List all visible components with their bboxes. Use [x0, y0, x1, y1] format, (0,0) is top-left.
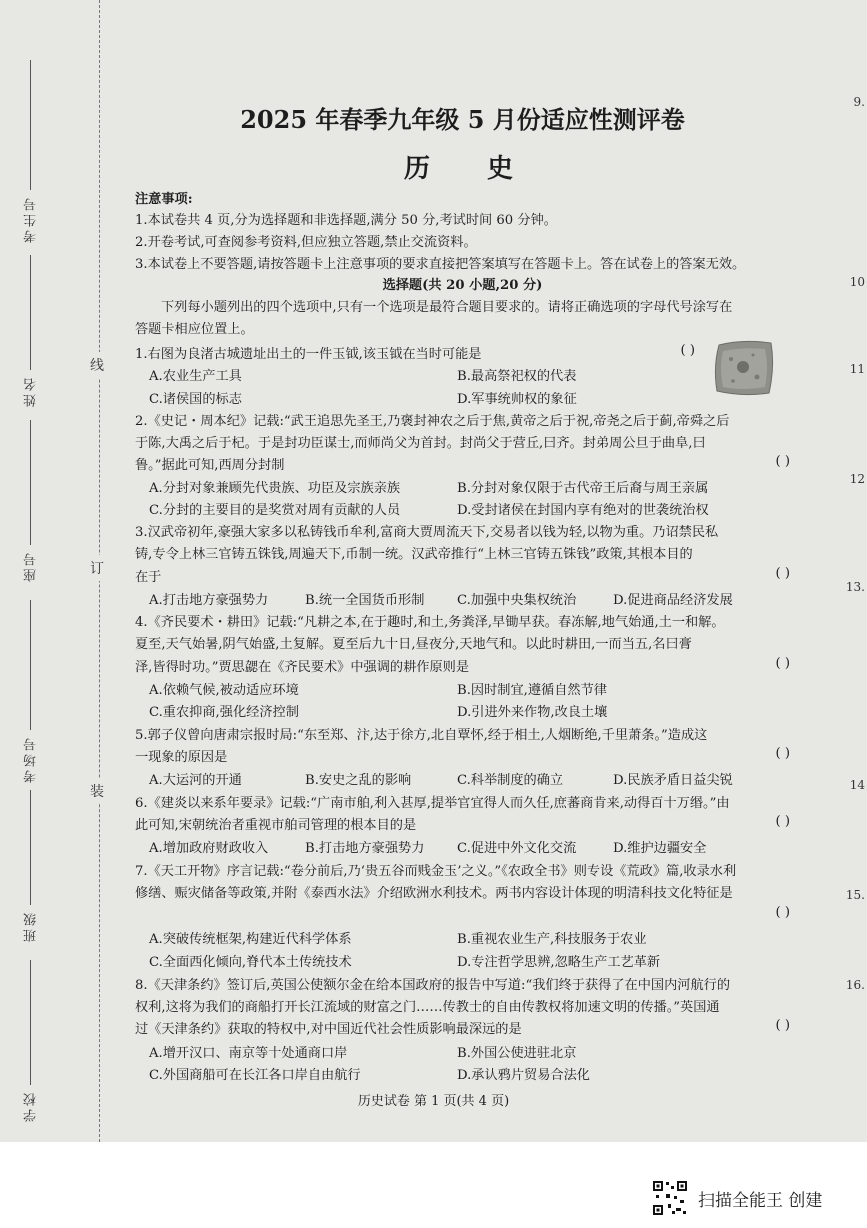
- question-stem: 8.《天津条约》签订后,英国公使额尔金在给本国政府的报告中写道:“我们终于获得了在中国内河航行的: [135, 978, 731, 993]
- option-a: A.农业生产工具: [149, 369, 242, 384]
- question-stem: 修缮、赈灾储备等政策,并附《泰西水法》介绍欧洲水利技术。两书内容设计体现的明清科技文化特征是: [135, 886, 733, 901]
- option-a: A.增加政府财政收入: [149, 841, 269, 856]
- question-stem: 在于: [135, 570, 162, 585]
- option-d: D.军事统帅权的象征: [457, 392, 577, 407]
- binding-label-exam-number: 考生号: [24, 195, 39, 243]
- question-stem: 鲁。”据此可知,西周分封制: [135, 458, 285, 473]
- option-d: D.专注哲学思辨,忽略生产工艺革新: [457, 955, 661, 970]
- side-number: 16.: [845, 978, 865, 992]
- option-a: A.分封对象兼顾先代贵族、功臣及宗族亲族: [149, 481, 401, 496]
- section-instruction: 答题卡相应位置上。: [135, 322, 254, 337]
- notice-item: 2.开卷考试,可查阅参考资料,但应独立答题,禁止交流资料。: [135, 235, 477, 250]
- question-stem: 于陈,大禹之后于杞。于是封功臣谋士,而师尚父为首封。封尚父于营丘,曰齐。封弟周公旦于曲阜,曰: [135, 436, 706, 451]
- option-b: B.最高祭祀权的代表: [457, 369, 577, 384]
- notice-item: 1.本试卷共 4 页,分为选择题和非选择题,满分 50 分,考试时间 60 分钟。: [135, 213, 557, 228]
- option-c: C.诸侯国的标志: [149, 392, 242, 407]
- question-stem: 此可知,宋朝统治者重视市舶司管理的根本目的是: [135, 818, 417, 833]
- jade-yue-image: [713, 337, 777, 399]
- cut-word-bind: 订: [90, 555, 104, 581]
- option-d: D.承认鸦片贸易合法化: [457, 1068, 590, 1083]
- binding-fill-line: [30, 255, 31, 370]
- question-stem: 6.《建炎以来系年要录》记载:“广南市舶,利入甚厚,提举官宜得人而久任,庶蕃商肯来,动得百十万缗。”由: [135, 796, 730, 811]
- answer-paren: ( ): [775, 746, 790, 761]
- option-c: C.全面西化倾向,脊代本土传统技术: [149, 955, 352, 970]
- exam-subject: 历 史: [403, 154, 538, 184]
- binding-fill-line: [30, 790, 31, 905]
- answer-paren: ( ): [775, 1018, 790, 1033]
- option-a: A.突破传统框架,构建近代科学体系: [149, 932, 352, 947]
- question-stem: 7.《天工开物》序言记载:“卷分前后,乃‘贵五谷而贱金玉’之义。”《农政全书》则专设《荒政》篇,收录水利: [135, 864, 737, 879]
- question-stem: 过《天津条约》获取的特权中,对中国近代社会性质影响最深远的是: [135, 1022, 522, 1037]
- option-d: D.受封诸侯在封国内享有绝对的世袭统治权: [457, 503, 709, 518]
- option-d: D.维护边疆安全: [613, 841, 707, 856]
- binding-label-school: 学校: [24, 1090, 39, 1122]
- binding-fill-line: [30, 60, 31, 190]
- option-c: C.科举制度的确立: [457, 773, 564, 788]
- answer-paren: ( ): [680, 343, 695, 358]
- question-stem: 一现象的原因是: [135, 750, 228, 765]
- notice-item: 3.本试卷上不要答题,请按答题卡上注意事项的要求直接把答案填写在答题卡上。答在试卷上的答案无效。: [135, 257, 746, 272]
- option-b: B.外国公使进驻北京: [457, 1046, 577, 1061]
- binding-label-exam-room: 考场号: [24, 735, 39, 783]
- option-c: C.分封的主要目的是奖赏对周有贡献的人员: [149, 503, 401, 518]
- side-number: 9.: [853, 95, 865, 109]
- option-a: A.依赖气候,被动适应环境: [149, 683, 299, 698]
- answer-paren: ( ): [775, 454, 790, 469]
- option-b: B.分封对象仅限于古代帝王后裔与周王亲属: [457, 481, 709, 496]
- answer-paren: ( ): [775, 566, 790, 581]
- question-stem: 5.郭子仪曾向唐肃宗报时局:“东至郑、汴,达于徐方,北自覃怀,经于相土,人烟断绝,千里萧条。”造成这: [135, 728, 708, 743]
- question-stem: 2.《史记・周本纪》记载:“武王追思先圣王,乃褒封神农之后于焦,黄帝之后于祝,帝尧之后于蓟,帝舜之后: [135, 414, 730, 429]
- section-title: 选择题(共 20 小题,20 分): [382, 278, 543, 293]
- option-c: C.外国商船可在长江各口岸自由航行: [149, 1068, 361, 1083]
- binding-fill-line: [30, 420, 31, 545]
- answer-paren: ( ): [775, 814, 790, 829]
- answer-paren: ( ): [775, 656, 790, 671]
- question-stem: 1.右图为良渚古城遗址出土的一件玉钺,该玉钺在当时可能是: [135, 347, 482, 362]
- notice-heading: 注意事项:: [135, 192, 193, 207]
- option-c: C.重农抑商,强化经济控制: [149, 705, 299, 720]
- answer-paren: ( ): [775, 905, 790, 920]
- option-b: B.重视农业生产,科技服务于农业: [457, 932, 647, 947]
- option-a: A.增开汉口、南京等十处通商口岸: [149, 1046, 348, 1061]
- page-footer: 历史试卷 第 1 页(共 4 页): [357, 1094, 510, 1109]
- option-b: B.安史之乱的影响: [305, 773, 412, 788]
- side-number: 10: [849, 275, 865, 289]
- binding-label-seat: 座号: [24, 550, 39, 582]
- cut-word-staple: 装: [90, 778, 104, 804]
- binding-label-class: 班级: [24, 910, 39, 942]
- side-number: 12: [849, 472, 865, 486]
- scanner-text: 扫描全能王 创建: [698, 1191, 823, 1211]
- option-c: C.促进中外文化交流: [457, 841, 577, 856]
- option-d: D.引进外来作物,改良土壤: [457, 705, 608, 720]
- option-a: A.大运河的开通: [149, 773, 242, 788]
- next-page-edge: [837, 0, 867, 1142]
- option-d: D.民族矛盾日益尖锐: [613, 773, 733, 788]
- question-stem: 泽,皆得时功。”贾思勰在《齐民要术》中强调的耕作原则是: [135, 660, 470, 675]
- section-instruction: 下列每小题列出的四个选项中,只有一个选项是最符合题目要求的。请将正确选项的字母代号涂写在: [161, 300, 733, 315]
- option-b: B.打击地方豪强势力: [305, 841, 425, 856]
- side-number: 15.: [845, 888, 865, 902]
- question-stem: 3.汉武帝初年,豪强大家多以私铸钱币牟利,富商大贾周流天下,交易者以钱为轻,以物为重。乃诏禁民私: [135, 525, 719, 540]
- cut-word-line: 线: [90, 352, 104, 378]
- question-stem: 4.《齐民要术・耕田》记载:“凡耕之本,在于趣时,和土,务粪泽,早锄早获。春冻解,地气始通,土一和解。: [135, 615, 725, 630]
- binding-fill-line: [30, 600, 31, 730]
- qr-code-icon: [652, 1180, 688, 1216]
- binding-margin: [0, 0, 110, 1142]
- side-number: 14: [849, 778, 865, 792]
- option-d: D.促进商品经济发展: [613, 593, 733, 608]
- question-stem: 铸,专令上林三官铸五铢钱,周遍天下,币制一统。汉武帝推行“上林三官铸五铢钱”政策,其根本目的: [135, 547, 693, 562]
- question-stem: 夏至,天气始暑,阴气始盛,土复解。夏至后九十日,昼夜分,天地气和。以此时耕田,一而当五,名曰膏: [135, 637, 692, 652]
- option-c: C.加强中央集权统治: [457, 593, 577, 608]
- exam-title: 2025 年春季九年级 5 月份适应性测评卷: [240, 105, 685, 134]
- option-b: B.因时制宜,遵循自然节律: [457, 683, 607, 698]
- scanner-watermark: [652, 1180, 862, 1220]
- side-number: 13.: [845, 580, 865, 594]
- side-number: 11: [849, 362, 865, 376]
- option-a: A.打击地方豪强势力: [149, 593, 269, 608]
- binding-fill-line: [30, 960, 31, 1085]
- binding-label-name: 姓名: [24, 375, 39, 407]
- option-b: B.统一全国货币形制: [305, 593, 425, 608]
- question-stem: 权利,这将为我们的商船打开长江流域的财富之门……传教士的自由传教权将加速文明的传播。”英国通: [135, 1000, 720, 1015]
